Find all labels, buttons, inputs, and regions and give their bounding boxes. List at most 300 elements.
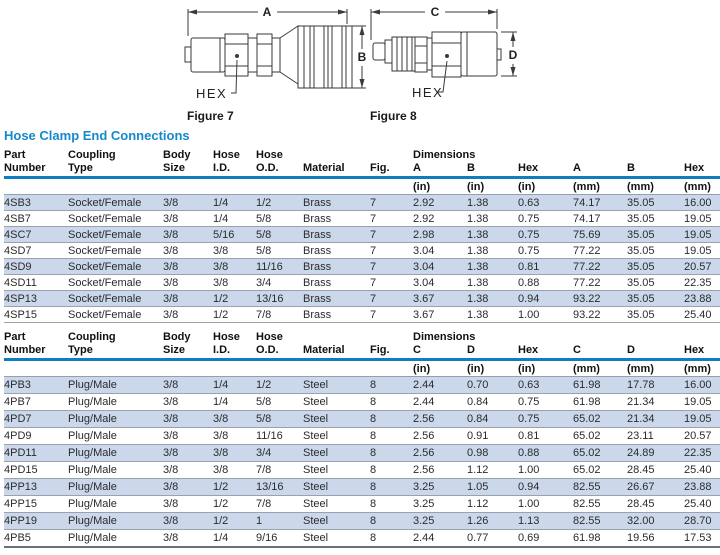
spec-cell: 0.84 [467,394,518,411]
spec-cell: 35.05 [627,195,684,211]
spec-cell: 3.25 [413,513,467,530]
spec-cell: 22.35 [684,275,720,291]
column-header: Part [4,331,26,343]
spec-cell: 35.05 [627,307,684,323]
spec-cell: 8 [370,411,413,428]
column-header: A [573,162,627,178]
spec-cell: 93.22 [573,307,627,323]
spec-cell: 3/8 [163,291,213,307]
part-number-cell: 4PB7 [4,394,68,411]
spec-cell: 3.04 [413,259,467,275]
part-number-cell: 4SB3 [4,195,68,211]
spec-cell: 3/8 [213,275,256,291]
spec-cell: 19.05 [684,211,720,227]
unit-cell: (in) [413,360,467,377]
column-header: O.D. [256,344,303,360]
table-row [4,496,720,513]
spec-cell: 0.88 [518,275,573,291]
spec-cell: Plug/Male [68,445,163,462]
spec-cell: 3/4 [256,275,303,291]
spec-cell: 0.81 [518,428,573,445]
spec-cell: 13/16 [256,479,303,496]
spec-cell: 2.92 [413,211,467,227]
column-header: Size [163,344,213,360]
unit-cell [370,360,413,377]
spec-cell: 3.25 [413,496,467,513]
table-row [4,259,720,275]
spec-cell: 0.70 [467,377,518,394]
spec-cell: 0.88 [518,445,573,462]
spec-cell: 26.67 [627,479,684,496]
spec-cell: 5/8 [256,227,303,243]
spec-cell: 0.75 [518,411,573,428]
spec-cell: 8 [370,513,413,530]
table-row [4,428,720,445]
spec-cell: 3/8 [163,428,213,445]
unit-cell [213,360,256,377]
spec-cell: 17.53 [684,530,720,547]
spec-cell: 7/8 [256,307,303,323]
spec-cell: 28.70 [684,513,720,530]
spec-cell: 35.05 [627,211,684,227]
column-header: I.D. [213,162,256,178]
column-header [684,149,720,162]
spec-cell: 5/16 [213,227,256,243]
hex-flat-dot [235,54,239,58]
column-header: Body [163,149,191,161]
unit-cell: (mm) [684,360,720,377]
spec-cell: 3/8 [163,496,213,513]
spec-cell: Brass [303,243,370,259]
spec-cell: 3/8 [163,530,213,547]
spec-cell: 25.40 [684,307,720,323]
spec-cell: 0.91 [467,428,518,445]
spec-cell: 13/16 [256,291,303,307]
socket-coupling-diagram [110,4,372,104]
spec-cell: 3/8 [213,428,256,445]
table-row [4,211,720,227]
table-row [4,479,720,496]
spec-cell: 1.38 [467,195,518,211]
spec-cell: 16.00 [684,195,720,211]
spec-cell: 3.25 [413,479,467,496]
spec-cell: 19.05 [684,394,720,411]
spec-cell: 8 [370,445,413,462]
unit-cell [4,360,68,377]
table-row [4,307,720,323]
spec-cell: 23.88 [684,479,720,496]
spec-cell: Socket/Female [68,243,163,259]
part-number-cell: 4PP15 [4,496,68,513]
spec-cell: 61.98 [573,377,627,394]
spec-cell: 3/8 [213,411,256,428]
spec-cell: 9/16 [256,530,303,547]
column-header: Hex [518,162,573,178]
spec-cell: 16.00 [684,377,720,394]
unit-cell [256,360,303,377]
spec-cell: 2.98 [413,227,467,243]
column-header: Part [4,149,26,161]
unit-cell: (in) [413,178,467,195]
column-header [627,149,684,162]
table-row [4,377,720,394]
unit-cell: (mm) [627,178,684,195]
spec-cell: Steel [303,445,370,462]
spec-cell: 3.04 [413,243,467,259]
spec-cell: 0.69 [518,530,573,547]
spec-cell: 2.44 [413,377,467,394]
spec-cell: 3/8 [213,243,256,259]
spec-cell: 1/2 [213,291,256,307]
spec-cell: 7 [370,195,413,211]
column-header [573,149,627,162]
spec-cell: 82.55 [573,513,627,530]
part-number-cell: 4SD7 [4,243,68,259]
spec-cell: Steel [303,411,370,428]
column-header [684,331,720,344]
spec-cell: 3/8 [163,479,213,496]
spec-cell: Steel [303,428,370,445]
column-header: Coupling [68,149,116,161]
spec-cell: 93.22 [573,291,627,307]
spec-cell: Plug/Male [68,428,163,445]
hex-callout-label: HEX [196,86,228,101]
spec-cell: Brass [303,307,370,323]
spec-cell: Brass [303,227,370,243]
column-header: Material [303,162,370,178]
spec-cell: 3/8 [213,259,256,275]
column-header: Hose [256,331,283,343]
spec-cell: 0.63 [518,195,573,211]
spec-cell: 24.89 [627,445,684,462]
part-number-cell: 4PB5 [4,530,68,547]
part-number-cell: 4PD9 [4,428,68,445]
spec-cell: 3/8 [163,211,213,227]
spec-cell: 25.40 [684,496,720,513]
spec-cell: Brass [303,275,370,291]
spec-cell: 19.05 [684,243,720,259]
table-row [4,195,720,211]
spec-cell: Socket/Female [68,291,163,307]
column-header: B [627,162,684,178]
column-header: B [467,162,518,178]
column-header: Hex [684,344,720,360]
column-header: C [413,344,467,360]
part-number-cell: 4PD11 [4,445,68,462]
figure7-caption: Figure 7 [187,109,234,123]
spec-cell: 3/8 [163,445,213,462]
column-header: Fig. [370,344,413,360]
spec-cell: 82.55 [573,496,627,513]
column-header: Fig. [370,162,413,178]
spec-cell: 7 [370,291,413,307]
spec-cell: 1/4 [213,211,256,227]
table-row [4,275,720,291]
spec-cell: 23.11 [627,428,684,445]
spec-cell: 3/8 [163,411,213,428]
hex-flat-dot [445,54,449,58]
spec-cell: 3/8 [163,462,213,479]
table-row [4,513,720,530]
spec-cell: 0.75 [518,243,573,259]
unit-cell: (mm) [573,178,627,195]
spec-cell: 1.00 [518,462,573,479]
spec-cell: 77.22 [573,259,627,275]
spec-cell: 3.67 [413,291,467,307]
column-header: D [467,344,518,360]
part-number-cell: 4PD7 [4,411,68,428]
spec-cell: 1/2 [213,479,256,496]
spec-cell: 17.78 [627,377,684,394]
spec-cell: 75.69 [573,227,627,243]
spec-cell: 8 [370,496,413,513]
spec-cell: 0.75 [518,211,573,227]
spec-cell: 3/8 [163,275,213,291]
column-header [573,331,627,344]
spec-cell: 1.38 [467,291,518,307]
column-header: Coupling [68,331,116,343]
column-header: Body [163,331,191,343]
spec-cell: Socket/Female [68,307,163,323]
column-header: Hose [256,149,283,161]
spec-cell: 2.44 [413,530,467,547]
spec-cell: 1/2 [213,307,256,323]
spec-cell: 3.04 [413,275,467,291]
spec-cell: 77.22 [573,243,627,259]
spec-cell: 3/8 [163,307,213,323]
spec-cell: Steel [303,513,370,530]
spec-cell: 2.56 [413,462,467,479]
spec-cell: Steel [303,394,370,411]
spec-cell: 8 [370,394,413,411]
spec-cell: Plug/Male [68,513,163,530]
table-row [4,243,720,259]
spec-cell: 0.77 [467,530,518,547]
part-number-cell: 4PP19 [4,513,68,530]
spec-cell: 1.12 [467,496,518,513]
column-header: Number [4,344,68,360]
spec-cell: 5/8 [256,243,303,259]
spec-cell: 1/2 [256,377,303,394]
spec-cell: 0.98 [467,445,518,462]
spec-cell: 1/4 [213,195,256,211]
spec-cell: Socket/Female [68,195,163,211]
unit-cell: (in) [467,178,518,195]
column-header [627,331,684,344]
knurl-band [314,26,324,88]
spec-cell: 7 [370,243,413,259]
spec-cell: 35.05 [627,275,684,291]
column-header: Hex [684,162,720,178]
spec-cell: 1 [256,513,303,530]
spec-cell: 8 [370,377,413,394]
spec-cell: Socket/Female [68,259,163,275]
spec-cell: 3/8 [163,377,213,394]
part-number-cell: 4SP15 [4,307,68,323]
part-number-cell: 4SP13 [4,291,68,307]
spec-cell: 8 [370,428,413,445]
spec-cell: 74.17 [573,211,627,227]
unit-cell: (in) [467,360,518,377]
part-number-cell: 4SD9 [4,259,68,275]
spec-cell: 1.00 [518,496,573,513]
spec-cell: 1/4 [213,530,256,547]
spec-cell: Steel [303,530,370,547]
column-header: Size [163,162,213,178]
column-header [303,331,370,344]
spec-cell: 2.56 [413,428,467,445]
part-number-cell: 4PD15 [4,462,68,479]
column-header [370,331,413,344]
column-header: A [413,162,467,178]
spec-cell: 21.34 [627,394,684,411]
column-header [518,331,573,344]
column-header: O.D. [256,162,303,178]
spec-cell: 3.67 [413,307,467,323]
spec-cell: 2.56 [413,411,467,428]
part-number-cell: 4PB3 [4,377,68,394]
spec-cell: 7 [370,227,413,243]
spec-cell: 65.02 [573,428,627,445]
spec-cell: 8 [370,530,413,547]
dim-d-label: D [508,48,518,62]
part-number-cell: 4SC7 [4,227,68,243]
column-header: Hose [213,149,240,161]
column-header: I.D. [213,344,256,360]
spec-cell: Socket/Female [68,211,163,227]
spec-cell: 1.38 [467,227,518,243]
spec-cell: 82.55 [573,479,627,496]
spec-cell: 32.00 [627,513,684,530]
knurl-band [332,26,342,88]
unit-cell: (mm) [684,178,720,195]
table-row [4,227,720,243]
spec-cell: 21.34 [627,411,684,428]
column-header: Material [303,344,370,360]
column-header [518,149,573,162]
spec-cell: 7 [370,259,413,275]
hex-callout-label: HEX [412,85,444,100]
spec-cell: 0.75 [518,394,573,411]
spec-cell: 1/2 [213,496,256,513]
socket-female-table [4,149,720,323]
spec-cell: 77.22 [573,275,627,291]
column-header: Dimensions [413,149,476,161]
spec-cell: 1/4 [213,394,256,411]
table-row [4,394,720,411]
column-header [303,149,370,162]
spec-cell: 3/8 [163,195,213,211]
table-row [4,291,720,307]
spec-cell: 61.98 [573,394,627,411]
spec-cell: 2.56 [413,445,467,462]
unit-cell: (mm) [573,360,627,377]
spec-cell: 1/2 [213,513,256,530]
spec-cell: 65.02 [573,445,627,462]
dim-a-label: A [262,5,272,19]
spec-cell: 7 [370,275,413,291]
spec-cell: 11/16 [256,428,303,445]
unit-cell: (in) [518,360,573,377]
spec-cell: 0.81 [518,259,573,275]
spec-cell: 28.45 [627,496,684,513]
spec-cell: Plug/Male [68,394,163,411]
unit-cell [68,360,163,377]
unit-cell [256,178,303,195]
spec-cell: 3/8 [213,462,256,479]
unit-cell [213,178,256,195]
dim-c-label: C [430,5,440,19]
spec-cell: Brass [303,259,370,275]
spec-cell: 5/8 [256,394,303,411]
unit-cell [303,178,370,195]
column-header: Hose [213,331,240,343]
table-row [4,530,720,547]
part-number-cell: 4SD11 [4,275,68,291]
part-number-cell: 4SB7 [4,211,68,227]
spec-cell: 23.88 [684,291,720,307]
spec-cell: 3/8 [163,243,213,259]
section-title: Hose Clamp End Connections [4,128,190,143]
unit-cell [4,178,68,195]
spec-cell: 8 [370,462,413,479]
spec-cell: 61.98 [573,530,627,547]
unit-cell: (mm) [627,360,684,377]
spec-cell: 1/4 [213,377,256,394]
spec-cell: 28.45 [627,462,684,479]
spec-cell: 20.57 [684,428,720,445]
table-row [4,411,720,428]
spec-cell: 0.63 [518,377,573,394]
spec-cell: 7/8 [256,462,303,479]
spec-cell: 3/8 [213,445,256,462]
spec-cell: Plug/Male [68,462,163,479]
spec-cell: 5/8 [256,411,303,428]
spec-cell: 7/8 [256,496,303,513]
spec-cell: Brass [303,195,370,211]
spec-cell: 1.38 [467,243,518,259]
column-header [370,149,413,162]
unit-cell [163,360,213,377]
column-header: C [573,344,627,360]
spec-cell: Brass [303,291,370,307]
unit-cell [370,178,413,195]
spec-tables [4,149,720,548]
table-row [4,462,720,479]
spec-cell: 1.38 [467,275,518,291]
column-header: Type [68,344,163,360]
column-header: Dimensions [413,331,476,343]
spec-cell: 35.05 [627,243,684,259]
column-header: Type [68,162,163,178]
spec-cell: 8 [370,479,413,496]
spec-cell: 7 [370,307,413,323]
unit-cell: (in) [518,178,573,195]
spec-cell: 35.05 [627,259,684,275]
spec-cell: Plug/Male [68,530,163,547]
spec-cell: 0.94 [518,479,573,496]
spec-cell: 19.05 [684,227,720,243]
units-row [4,178,720,195]
spec-cell: Brass [303,211,370,227]
plug-male-table [4,331,720,548]
spec-cell: Plug/Male [68,496,163,513]
spec-cell: 35.05 [627,291,684,307]
plug-coupling-diagram [365,4,523,104]
spec-cell: 1.12 [467,462,518,479]
column-header: D [627,344,684,360]
spec-cell: 2.92 [413,195,467,211]
